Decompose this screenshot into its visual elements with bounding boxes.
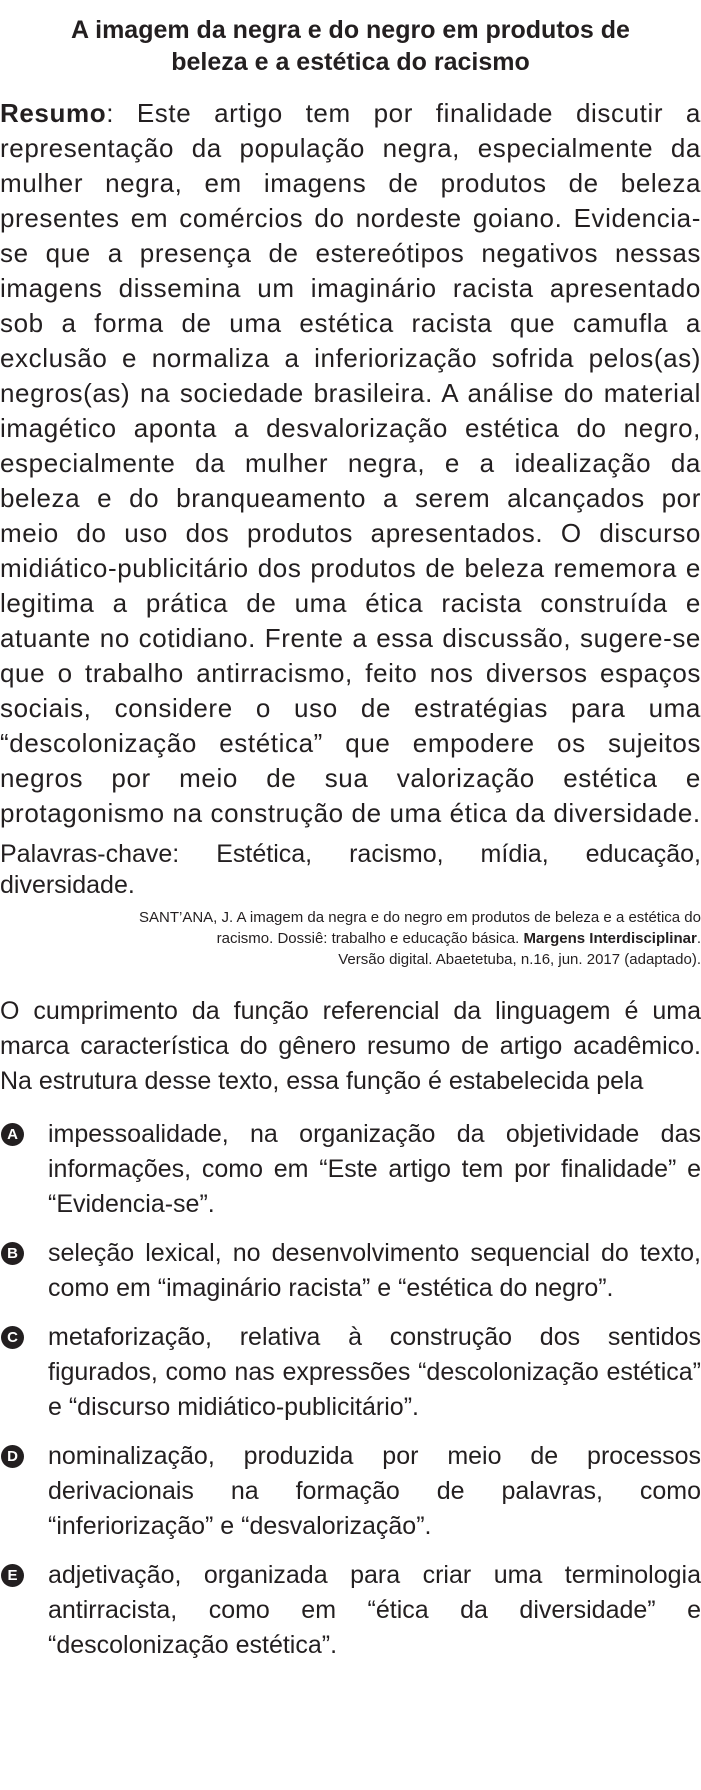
option-letter-d-icon: D [1, 1445, 24, 1468]
option-e[interactable] [0, 1558, 701, 1663]
journal-name: Margens Interdisciplinar [523, 930, 697, 947]
option-text: metaforização, relativa à construção dos sentidos figurados, como nas expressões “descolonização estética” e “discurso midiático-publicitário”. [48, 1323, 701, 1421]
option-letter-b-icon: B [1, 1242, 24, 1265]
option-c[interactable] [0, 1320, 701, 1425]
citation [0, 907, 701, 970]
citation-line-3: Versão digital. Abaetetuba, n.16, jun. 2017 (adaptado). [338, 951, 701, 968]
answer-options [0, 1117, 701, 1663]
option-letter-e-icon: E [1, 1564, 24, 1587]
option-text: nominalização, produzida por meio de processos derivacionais na formação de palavras, como “inferiorização” e “desvalorização”. [48, 1442, 701, 1540]
option-a[interactable] [0, 1117, 701, 1222]
abstract-label: Resumo [0, 98, 107, 128]
article-title: A imagem da negra e do negro em produtos de beleza e a estética do racismo [71, 16, 630, 76]
citation-line-2-end: . [696, 930, 701, 947]
option-text: seleção lexical, no desenvolvimento sequencial do texto, como em “imaginário racista” e “estética do negro”. [48, 1239, 701, 1302]
abstract-paragraph [0, 96, 701, 831]
citation-line-1: SANT’ANA, J. A imagem da negra e do negro em produtos de beleza e a estética do [139, 909, 701, 926]
question-stem: O cumprimento da função referencial da linguagem é uma marca característica do gênero resumo de artigo acadêmico. Na estrutura desse texto, essa função é estabelecida pela [0, 997, 701, 1095]
option-text: impessoalidade, na organização da objetividade das informações, como em “Este artigo tem por finalidade” e “Evidencia-se”. [48, 1120, 701, 1218]
keywords: Palavras-chave: Estética, racismo, mídia, educação, diversidade. [0, 840, 701, 899]
option-text: adjetivação, organizada para criar uma terminologia antirracista, como em “ética da diversidade” e “descolonização estética”. [48, 1561, 701, 1659]
option-d[interactable] [0, 1439, 701, 1544]
option-b[interactable] [0, 1236, 701, 1306]
citation-line-2-start: racismo. Dossiê: trabalho e educação básica. [216, 930, 524, 947]
abstract-text: : Este artigo tem por finalidade discutir a representação da população negra, especialmente da mulher negra, em imagens de produtos de beleza presentes em comércios do nordeste goiano. Evidencia-se que a presença de estereótipos negativos nessas imagens dissemina um imaginário racista apresentado sob a forma de uma estética racista que camufla a exclusão e normaliza a inferiorização sofrida pelos(as) negros(as) na sociedade brasileira. A análise do material imagético aponta a desvalorização estética do negro, especialmente da mulher negra, e a idealização da beleza e do branqueamento a serem alcançados por meio do uso dos produtos apresentados. O discurso midiático-publicitário dos produtos de beleza rememora e legitima a prática de uma ética racista construída e atuante no cotidiano. Frente a essa discussão, sugere-se que o trabalho antirracismo, feito nos diversos espaços sociais, considere o uso de estratégias para uma “descolonização estética” que empodere os sujeitos negros por meio de sua valorização estética e protagonismo na construção de uma ética da diversidade. [0, 98, 701, 828]
option-letter-a-icon: A [1, 1123, 24, 1146]
citation-line-2 [0, 928, 701, 949]
option-letter-c-icon: C [1, 1326, 24, 1349]
